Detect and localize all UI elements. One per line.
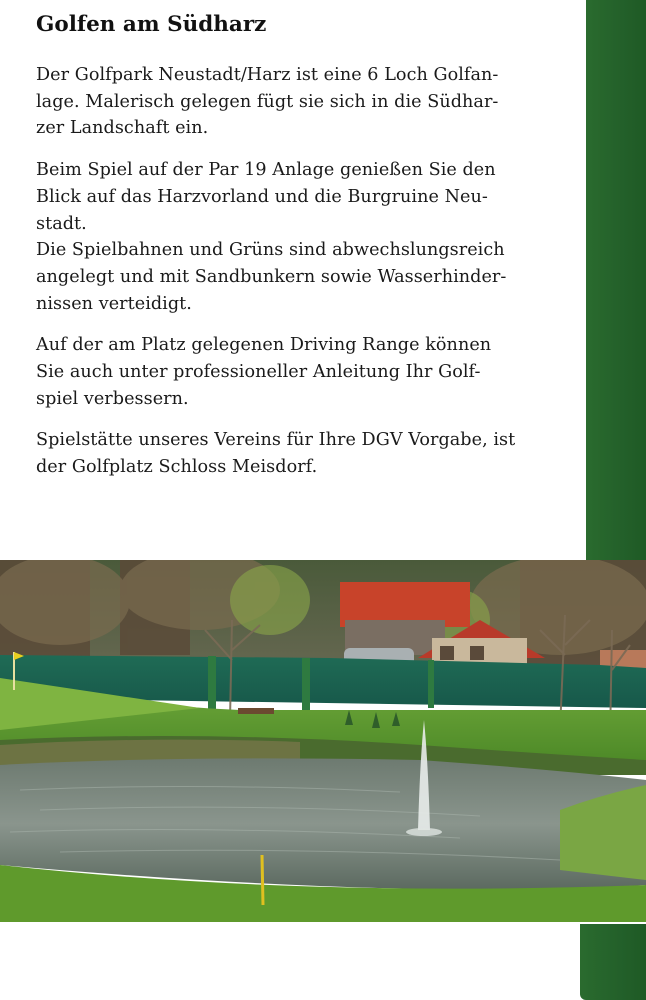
text-section	[36, 10, 576, 496]
text-line: Die Spielbahnen und Grüns sind abwechslungsreich	[36, 240, 505, 261]
text-line: Spielstätte unseres Vereins für Ihre DGV Vorgabe, ist	[36, 430, 516, 451]
paragraph-par-19	[36, 157, 576, 237]
text-line: stadt.	[36, 213, 87, 234]
page-title: Golfen am Südharz	[36, 12, 267, 37]
text-line: nissen verteidigt.	[36, 293, 192, 314]
text-line: der Golfplatz Schloss Meisdorf.	[36, 457, 318, 478]
text-line: angelegt und mit Sandbunkern sowie Wasserhinder-	[36, 266, 507, 287]
text-line: Beim Spiel auf der Par 19 Anlage genießen Sie den	[36, 160, 496, 181]
text-line: Auf der am Platz gelegenen Driving Range können	[36, 335, 492, 356]
paragraph-spielstaette	[36, 427, 576, 480]
green-side-bar-bottom	[580, 924, 646, 1000]
paragraph-driving-range	[36, 332, 576, 412]
paragraph-intro	[36, 62, 576, 142]
green-side-bar-top	[586, 0, 646, 562]
text-line: Sie auch unter professioneller Anleitung Ihr Golf-	[36, 362, 481, 383]
text-line: Blick auf das Harzvorland und die Burgruine Neu-	[36, 186, 488, 207]
text-line: Der Golfpark Neustadt/Harz ist eine 6 Loch Golfan-	[36, 65, 499, 85]
paragraph-spielbahnen	[36, 237, 576, 317]
text-line: lage. Malerisch gelegen fügt sie sich in die Südhar-	[36, 91, 499, 112]
text-line: zer Landschaft ein.	[36, 118, 209, 139]
text-line: spiel verbessern.	[36, 388, 189, 409]
golf-course-photo	[0, 560, 646, 922]
